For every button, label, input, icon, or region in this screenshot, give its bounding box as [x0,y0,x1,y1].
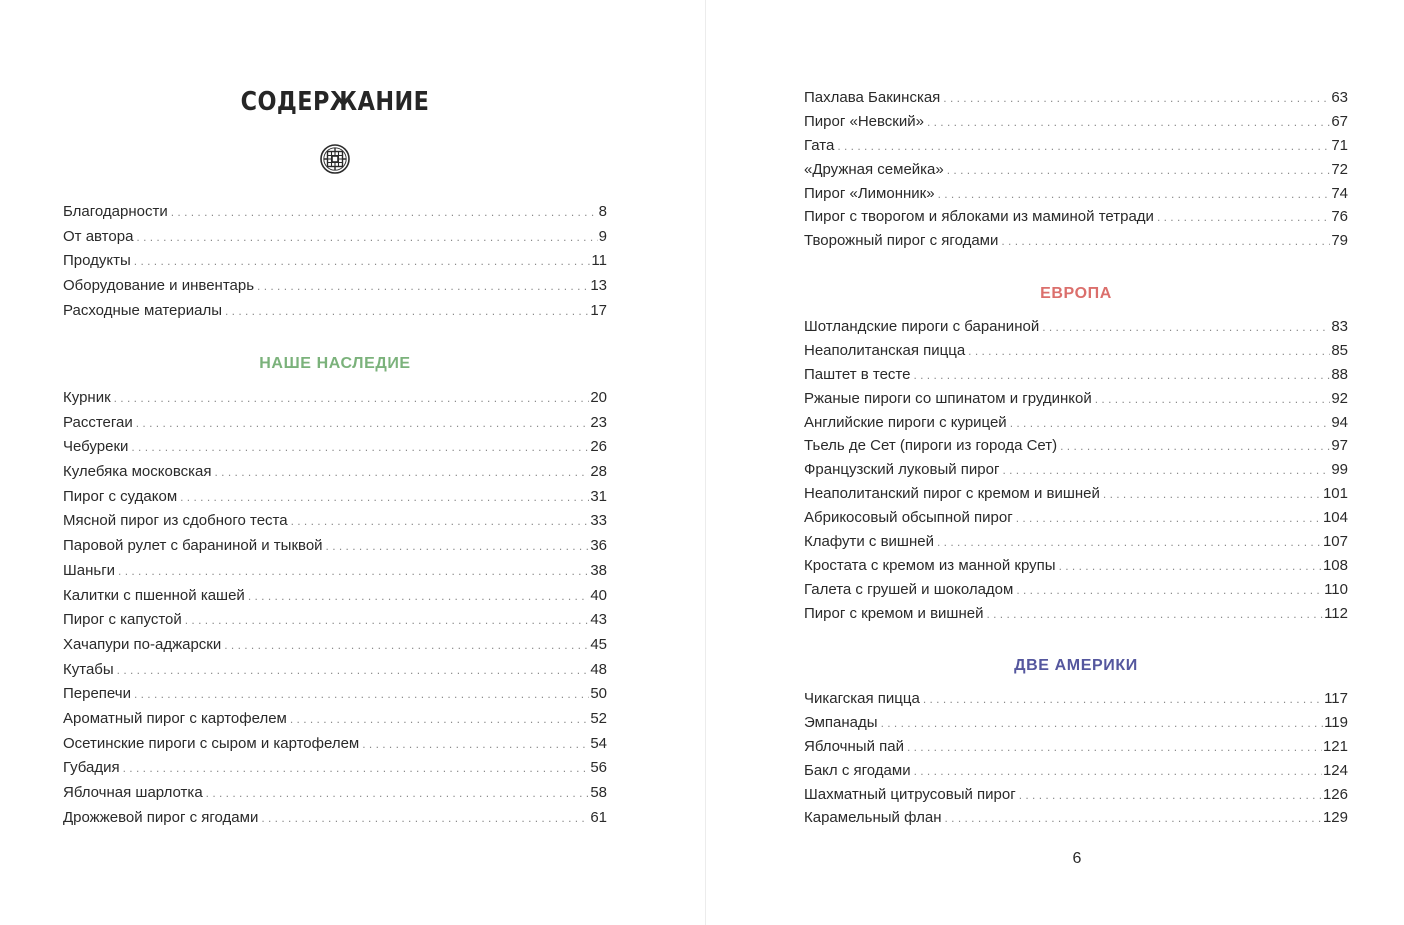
page-ref: 110 [1324,580,1348,598]
toc-entry[interactable]: Расстегаи . . . 23 [63,412,607,437]
page-number: 6 [1072,850,1082,867]
toc-entry[interactable]: Английские пироги с курицей . . . 94 [804,412,1348,436]
toc-entry[interactable]: Ржаные пироги со шпинатом и грудинкой . . . 92 [804,388,1348,412]
section-heading-heritage: НАШЕ НАСЛЕДИЕ [259,355,411,372]
toc-entry[interactable]: Благодарности . . . 8 [63,201,607,226]
page-ref: 99 [1331,461,1348,479]
page-ref: 129 [1322,809,1348,827]
page-title: СОДЕРЖАНИЕ [240,87,430,117]
toc-entry[interactable]: Яблочный пай . . . 121 [804,736,1348,760]
page-ref: 23 [590,413,607,431]
toc-entry[interactable]: Бакл с ягодами . . . 124 [804,760,1348,784]
page-ref: 92 [1331,389,1348,407]
toc-entry[interactable]: Пахлава Бакинская . . . 63 [804,87,1348,111]
toc-entry[interactable]: Чебуреки . . . 26 [63,436,607,461]
page-ref: 45 [590,635,607,653]
page-ref: 67 [1331,112,1348,130]
page-ref: 104 [1322,509,1348,527]
page-ref: 54 [590,734,607,752]
page-ref: 11 [591,252,607,270]
page-ref: 31 [590,487,607,505]
page-ref: 33 [590,512,607,530]
page-ref: 28 [590,463,607,481]
page-ref: 71 [1331,136,1348,154]
toc-entry[interactable]: Пирог «Невский» . . . 67 [804,111,1348,135]
page-ref: 119 [1324,713,1348,731]
page-ref: 76 [1331,208,1348,226]
toc-entry[interactable]: Галета с грушей и шоколадом . . . 110 [804,579,1348,603]
toc-entry[interactable]: Эмпанады . . . 119 [804,712,1348,736]
toc-section-heritage-continued [804,87,1348,254]
page-ref: 58 [590,784,607,801]
toc-entry[interactable]: Мясной пирог из сдобного теста . . . 33 [63,510,607,535]
page-ref: 124 [1322,761,1348,779]
toc-entry[interactable]: Паштет в тесте . . . 88 [804,364,1348,388]
toc-entry[interactable]: Тьель де Сет (пироги из города Сет) . . . 97 [804,435,1348,459]
page-ref: 72 [1331,160,1348,178]
page-ref: 26 [590,438,607,456]
toc-entry[interactable]: Пирог с творогом и яблоками из маминой тетради . . . 76 [804,206,1348,230]
page-ref: 121 [1322,737,1348,755]
toc-entry[interactable]: Шотландские пироги с бараниной . . . 83 [804,316,1348,340]
page-ref: 101 [1322,485,1348,503]
section-heading-americas: ДВЕ АМЕРИКИ [1014,657,1138,674]
page-ref: 8 [598,203,607,220]
page-ref: 52 [590,709,607,727]
toc-intro-list [63,201,607,324]
page-ref: 97 [1331,437,1348,455]
toc-entry[interactable]: Дрожжевой пирог с ягодами . . . 61 [63,807,607,832]
toc-entry[interactable]: Творожный пирог с ягодами . . . 79 [804,230,1348,254]
toc-entry[interactable]: Паровой рулет с бараниной и тыквой . . . 36 [63,535,607,560]
toc-entry[interactable]: Пирог с капустой . . . 43 [63,609,607,634]
toc-entry[interactable]: Шахматный цитрусовый пирог . . . 126 [804,784,1348,808]
page-ref: 74 [1331,184,1348,202]
page-ref: 83 [1331,318,1348,335]
section-heading-europe: ЕВРОПА [1040,285,1112,302]
toc-entry[interactable]: Гата . . . 71 [804,135,1348,159]
page-ref: 17 [590,301,607,319]
toc-entry[interactable]: Осетинские пироги с сыром и картофелем . . . 54 [63,733,607,758]
page-ref: 107 [1322,533,1348,551]
toc-entry[interactable]: Продукты . . . 11 [63,250,607,275]
toc-entry[interactable]: Карамельный флан . . . 129 [804,807,1348,831]
toc-entry[interactable]: Пирог «Лимонник» . . . 74 [804,183,1348,207]
toc-entry[interactable]: Кулебяка московская . . . 28 [63,461,607,486]
toc-entry[interactable]: Пирог с кремом и вишней . . . 112 [804,603,1348,627]
toc-entry[interactable]: Французский луковый пирог . . . 99 [804,459,1348,483]
page-ref: 94 [1331,413,1348,431]
page-ref: 108 [1322,556,1348,574]
page-ref: 63 [1331,89,1348,106]
toc-entry[interactable]: Калитки с пшенной кашей . . . 40 [63,585,607,610]
page-ref: 85 [1331,341,1348,359]
page-ref: 117 [1324,690,1348,707]
toc-entry[interactable]: Перепечи . . . 50 [63,683,607,708]
toc-entry[interactable]: Неаполитанский пирог с кремом и вишней . . . 101 [804,483,1348,507]
page-ref: 20 [590,389,607,406]
page-ref: 38 [590,561,607,579]
toc-section-europe [804,316,1348,627]
toc-section-americas [804,688,1348,831]
page-ref: 88 [1331,365,1348,383]
toc-entry[interactable]: «Дружная семейка» . . . 72 [804,159,1348,183]
page-ref: 40 [590,586,607,604]
toc-entry[interactable]: Расходные материалы . . . 17 [63,300,607,325]
toc-entry[interactable]: От автора . . . 9 [63,226,607,251]
page-ref: 79 [1331,232,1348,250]
toc-entry[interactable]: Губадия . . . 56 [63,757,607,782]
page-ref: 112 [1324,604,1348,622]
page-ref: 43 [590,611,607,629]
page-ref: 126 [1322,785,1348,803]
page-ref: 61 [590,808,607,826]
celtic-knot-icon [320,144,350,174]
toc-entry[interactable]: Курник . . . 20 [63,387,607,412]
toc-entry[interactable]: Неаполитанская пицца . . . 85 [804,340,1348,364]
page-ref: 56 [590,759,607,777]
toc-entry[interactable]: Чикагская пицца . . . 117 [804,688,1348,712]
toc-entry[interactable]: Кростата с кремом из манной крупы . . . 108 [804,555,1348,579]
toc-entry[interactable]: Абрикосовый обсыпной пирог . . . 104 [804,507,1348,531]
toc-entry[interactable]: Клафути с вишней . . . 107 [804,531,1348,555]
page-ref: 36 [590,537,607,555]
page-ref: 13 [590,277,607,295]
toc-entry[interactable]: Кутабы . . . 48 [63,659,607,684]
toc-entry[interactable]: Оборудование и инвентарь . . . 13 [63,275,607,300]
toc-entry[interactable]: Яблочная шарлотка . . . 58 [63,782,607,807]
page-ref: 9 [598,227,607,245]
toc-section-heritage [63,387,607,831]
page-ref: 48 [590,660,607,678]
toc-entry[interactable]: Шаньги . . . 38 [63,560,607,585]
toc-entry[interactable]: Пирог с судаком . . . 31 [63,486,607,511]
toc-entry[interactable]: Хачапури по-аджарски . . . 45 [63,634,607,659]
toc-entry[interactable]: Ароматный пирог с картофелем . . . 52 [63,708,607,733]
page-ref: 50 [590,685,607,703]
